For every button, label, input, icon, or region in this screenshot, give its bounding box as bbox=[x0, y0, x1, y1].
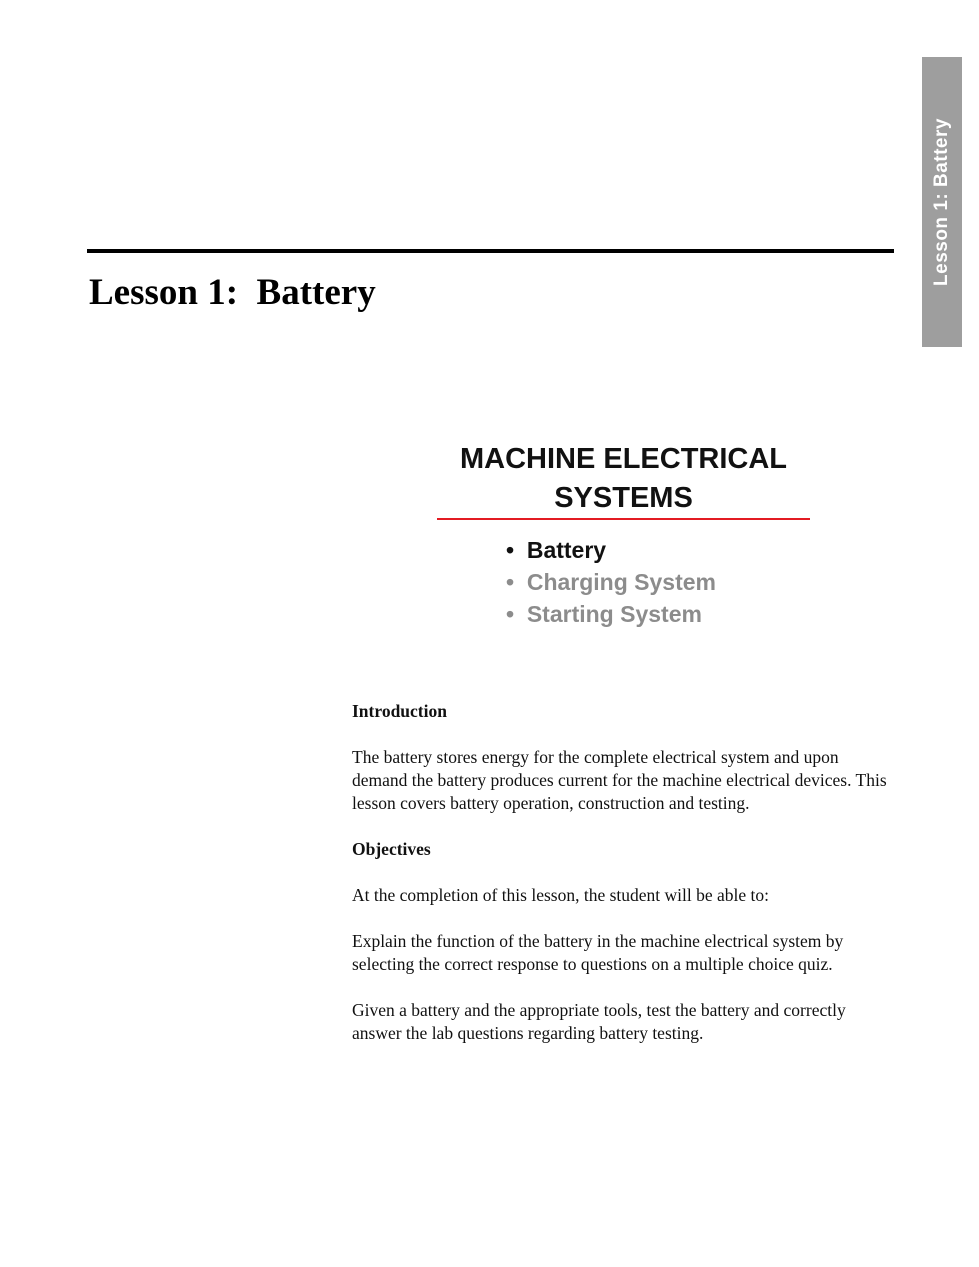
objectives-heading: Objectives bbox=[352, 839, 431, 859]
topic-item-starting-system: • Starting System bbox=[506, 601, 702, 627]
objective-item: Explain the function of the battery in the machine electrical system by selecting the correct response to questions on a multiple choice quiz. bbox=[352, 931, 844, 974]
topic-list bbox=[506, 534, 716, 630]
lesson-title: Lesson 1: Battery bbox=[89, 272, 376, 313]
topic-item-battery: • Battery bbox=[506, 537, 607, 563]
course-title-underline bbox=[437, 518, 810, 520]
lesson-body bbox=[352, 700, 897, 1045]
course-header bbox=[437, 440, 810, 520]
course-title: MACHINE ELECTRICAL SYSTEMS bbox=[459, 443, 788, 514]
topic-item-charging-system: • Charging System bbox=[506, 569, 716, 595]
side-tab-label: Lesson 1: Battery bbox=[931, 118, 952, 286]
objectives-lead: At the completion of this lesson, the student will be able to: bbox=[352, 885, 770, 905]
objective-item: Given a battery and the appropriate tools, test the battery and correctly answer the lab questions regarding battery testing. bbox=[352, 1000, 846, 1043]
header-rule bbox=[87, 249, 894, 253]
side-tab bbox=[922, 57, 962, 347]
introduction-heading: Introduction bbox=[352, 701, 447, 721]
introduction-text: The battery stores energy for the complete electrical system and upon demand the battery produces current for the machine electrical devices. This lesson covers battery operation, construction and testing. bbox=[352, 747, 887, 813]
